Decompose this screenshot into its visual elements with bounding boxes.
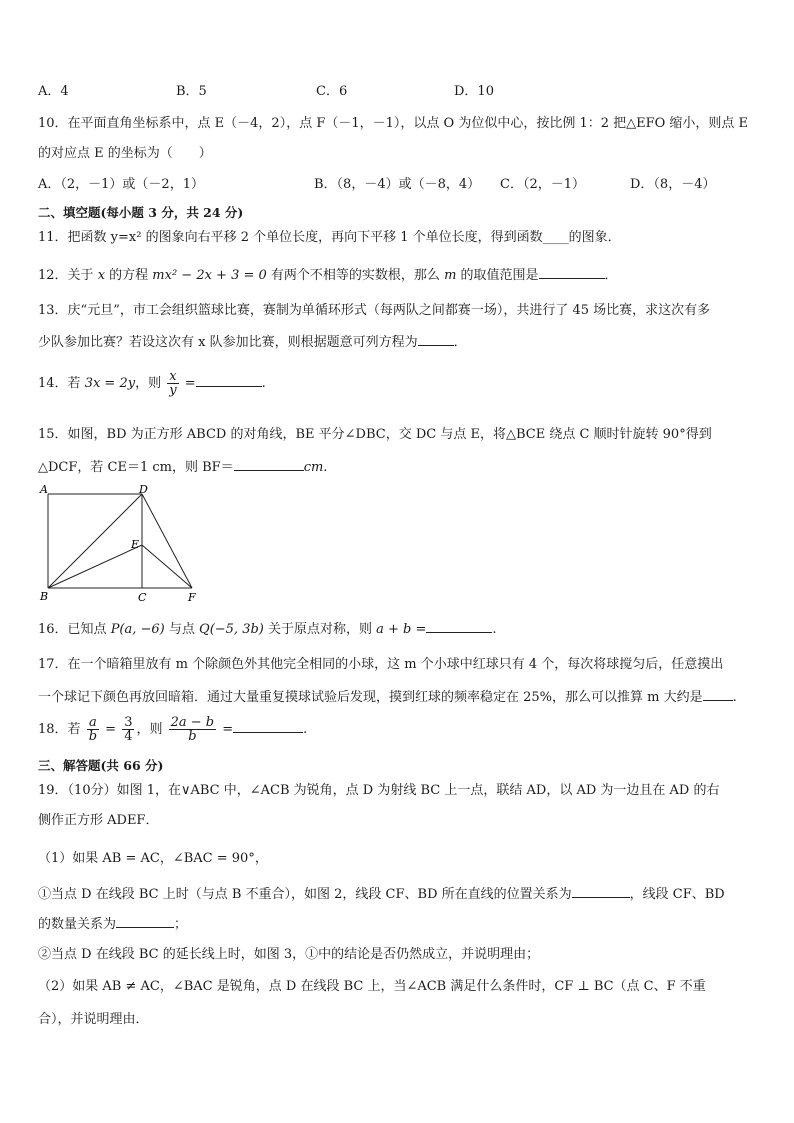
q14-denominator: y — [169, 383, 177, 398]
q12-mid: 的方程 — [105, 268, 153, 283]
q16-eq: = — [411, 622, 427, 637]
q9-option-a: A．4 — [38, 84, 69, 99]
q19-line5-pre: 的数量关系为 — [38, 917, 117, 932]
q15-line2-post: cm. — [303, 460, 328, 475]
q18-fraction-expr-den: b — [188, 729, 197, 744]
q14-post: = — [180, 376, 196, 391]
q16-pre: 16．已知点 — [38, 622, 111, 637]
q10-option-c: C．（2，－1） — [500, 177, 585, 192]
q17-line1: 17．在一个暗箱里放有 m 个除颜色外其他完全相同的小球，这 m 个小球中红球只有 4 个，每次将球搅匀后，任意摸出 — [38, 657, 724, 672]
q18-post: = — [218, 722, 234, 737]
q18-fraction-34-num: 3 — [124, 715, 133, 730]
q19-line8: 合），并说明理由． — [38, 1012, 149, 1027]
q17-answer-blank[interactable] — [703, 688, 733, 701]
q12-var: x — [97, 268, 106, 283]
q9-option-b: B．5 — [176, 84, 207, 99]
q18-tail: . — [303, 722, 308, 737]
label-d: D — [139, 483, 148, 496]
q17-line2-pre: 一个球记下颜色再放回暗箱．通过大量重复摸球试验后发现，摸到红球的频率稳定在 25%，那么可以推算 m 大约是 — [38, 690, 703, 705]
q18-fraction-expr-num: 2a − b — [170, 715, 215, 730]
q14-mid: ，则 — [135, 376, 166, 391]
q14-text — [38, 370, 266, 397]
q19-line6: ②当点 D 在线段 BC 的延长线上时，如图 3，①中的结论是否仍然成立，并说明理由； — [38, 947, 540, 962]
segment-df — [142, 494, 192, 588]
q14-numerator: x — [169, 369, 177, 384]
q19-answer-blank-1[interactable] — [572, 885, 630, 898]
q18-fraction-expr — [169, 716, 217, 743]
q16-post: 关于原点对称，则 — [263, 622, 377, 637]
q15-line2 — [38, 458, 327, 476]
q10-line1: 10．在平面直角坐标系中，点 E（－4，2），点 F（－1，－1），以点 O 为位似中心，按比例 1：2 把△EFO 缩小，则点 E — [38, 116, 749, 131]
q19-line7: （2）如果 AB ≠ AC，∠BAC 是锐角，点 D 在线段 BC 上，当∠ACB 满足什么条件时，CF ⊥ BC（点 C、F 不重 — [38, 979, 706, 994]
q13-line2-post: ． — [453, 335, 467, 350]
q17-line2-post: . — [732, 690, 737, 705]
q9-options — [38, 84, 494, 100]
q16-expr: a + b — [376, 622, 412, 637]
q18-fraction-ab — [87, 716, 99, 743]
q10-option-b: B．（8，－4）或（－8，4） — [314, 177, 481, 192]
q19-line5 — [38, 915, 187, 933]
q9-option-d: D．10 — [454, 84, 494, 99]
q16-tail: . — [492, 622, 497, 637]
q10-options — [38, 177, 715, 193]
q10-option-a: A．（2，－1）或（－2，1） — [38, 177, 204, 192]
label-e: E — [131, 538, 140, 551]
q12-post: 有两个不相等的实数根，那么 — [266, 268, 445, 283]
q19-line4-post: ，线段 CF、BD — [629, 887, 725, 902]
label-b: B — [40, 590, 49, 603]
q14-equation: 3x = 2y — [84, 376, 136, 391]
q16-text — [38, 620, 497, 638]
q18-pre: 18．若 — [38, 722, 85, 737]
q19-line2: 侧作正方形 ADEF． — [38, 813, 159, 828]
q11-text: 11．把函数 y=x² 的图象向右平移 2 个单位长度，再向下平移 1 个单位长度，得到函数____的图象． — [38, 230, 621, 245]
q19-line4-pre: ①当点 D 在线段 BC 上时（与点 B 不重合），如图 2，线段 CF、BD 所在直线的位置关系为 — [38, 887, 572, 902]
section3-heading: 三、解答题(共 66 分) — [38, 758, 164, 773]
q18-fraction-34 — [122, 716, 134, 743]
q19-answer-blank-2[interactable] — [116, 915, 174, 928]
q12-equation: mx² − 2x + 3 = 0 — [152, 268, 267, 283]
q14-tail: . — [261, 376, 266, 391]
q12-end: 的取值范围是 — [456, 268, 539, 283]
q18-fraction-ab-num: a — [88, 715, 97, 730]
q17-line2 — [38, 688, 737, 706]
q16-point-q: Q(−5, 3b) — [199, 622, 264, 637]
q12-answer-blank[interactable] — [539, 266, 605, 279]
q15-line2-pre: △DCF，若 CE＝1 cm，则 BF＝ — [38, 460, 234, 475]
label-c: C — [138, 591, 147, 604]
segment-ef — [142, 545, 192, 588]
q19-line4 — [38, 885, 725, 903]
q9-option-c: C．6 — [316, 84, 348, 99]
q12-pre: 12．关于 — [38, 268, 98, 283]
q12-m: m — [444, 268, 457, 283]
segment-be — [48, 545, 142, 588]
q13-line2-pre: 少队参加比赛？若设这次有 x 队参加比赛，则根据题意可列方程为 — [38, 335, 418, 350]
q15-line1: 15．如图，BD 为正方形 ABCD 的对角线，BE 平分∠DBC，交 DC 与点 E，将△BCE 绕点 C 顺时针旋转 90°得到 — [38, 427, 712, 442]
q19-line1: 19．（10分）如图 1，在∨ABC 中，∠ACB 为锐角，点 D 为射线 BC 上一点，联结 AD，以 AD 为一边且在 AD 的右 — [38, 783, 720, 798]
q12-tail: ． — [604, 268, 618, 283]
q14-fraction — [167, 370, 178, 397]
q15-figure — [36, 482, 204, 606]
section2-heading: 二、填空题(每小题 3 分，共 24 分) — [38, 205, 244, 220]
q10-option-d: D．（8，－4） — [630, 177, 716, 192]
q18-eq1: = — [101, 722, 121, 737]
q14-pre: 14．若 — [38, 376, 85, 391]
label-a: A — [40, 483, 48, 496]
q18-fraction-34-den: 4 — [124, 729, 133, 744]
q13-line1: 13．庆“元旦”，市工会组织篮球比赛，赛制为单循环形式（每两队之间都赛一场），共进行了 45 场比赛，求这次有多 — [38, 303, 711, 318]
q14-answer-blank[interactable] — [196, 374, 262, 387]
q13-line2 — [38, 333, 467, 351]
diagonal-bd — [48, 494, 142, 588]
q18-text — [38, 715, 307, 745]
q19-line3: （1）如果 AB = AC，∠BAC = 90°， — [38, 851, 268, 866]
q19-line5-post: ； — [174, 917, 188, 932]
q18-fraction-ab-den: b — [88, 729, 98, 744]
q15-answer-blank[interactable] — [234, 458, 304, 471]
q18-answer-blank[interactable] — [233, 720, 303, 733]
label-f: F — [188, 591, 196, 604]
q13-answer-blank[interactable] — [418, 333, 454, 346]
q16-answer-blank[interactable] — [426, 620, 492, 633]
q10-line2: 的对应点 E 的坐标为（ ） — [38, 146, 212, 161]
q18-mid: ，则 — [136, 722, 167, 737]
q12-text — [38, 266, 618, 284]
q16-mid: 与点 — [164, 622, 200, 637]
q16-point-p: P(a, −6) — [110, 622, 165, 637]
